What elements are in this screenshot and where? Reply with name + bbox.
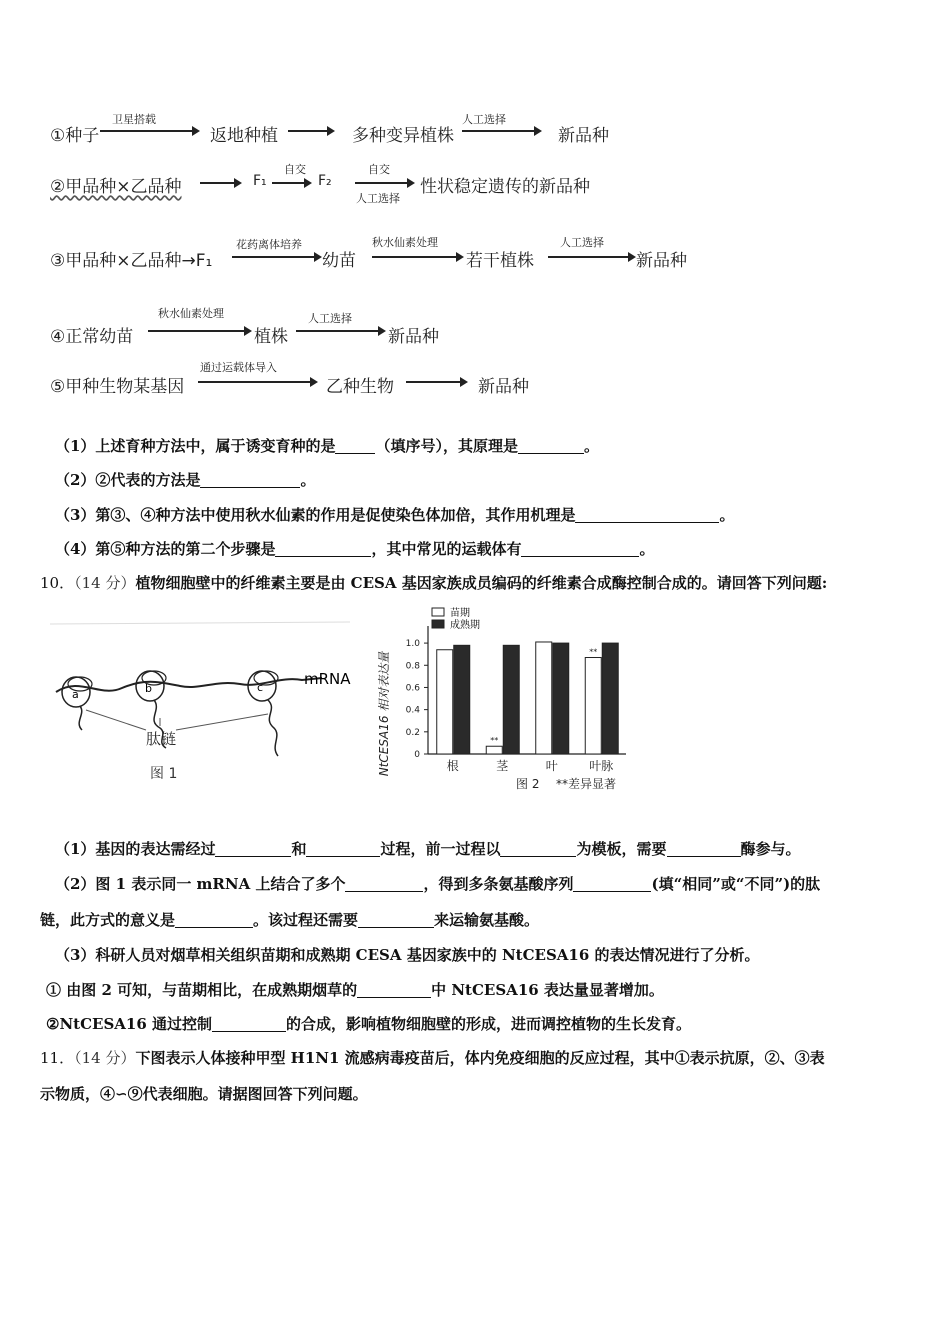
answer-blank[interactable] [667, 842, 741, 857]
x-category-label: 根 [446, 759, 459, 773]
answer-blank[interactable] [357, 983, 431, 998]
bar-mature [503, 645, 519, 754]
row5-start: ⑤甲种生物某基因 [50, 377, 185, 397]
row2-label2a: 自交 [368, 163, 390, 176]
arrow-icon [200, 182, 240, 184]
q10-part2: （2）图 1 表示同一 mRNA 上结合了多个 ，得到多条氨基酸序列 (填“相同”或“不同”)的肽 [55, 875, 821, 893]
answer-blank[interactable] [500, 842, 576, 857]
q10-part1: （1）基因的表达需经过 和 过程，前一过程以 为模板，需要 酶参与。 [55, 840, 801, 858]
svg-text:图 1: 图 1 [150, 766, 178, 782]
row5-label1: 通过运载体导入 [200, 361, 277, 374]
y-tick-label: 0.8 [405, 661, 420, 672]
q9-part2: （2）②代表的方法是 。 [55, 471, 316, 489]
row1-label2: 人工选择 [462, 113, 506, 126]
q9-part4: （4）第⑤种方法的第二个步骤是 ，其中常见的运载体有 。 [55, 540, 655, 558]
figure1-polysome [50, 618, 360, 788]
row2-end: 性状稳定遗传的新品种 [420, 177, 590, 197]
row3-end: 新品种 [636, 251, 687, 271]
arrow-icon [198, 381, 316, 383]
answer-blank[interactable] [215, 842, 291, 857]
row5-end: 新品种 [478, 377, 529, 397]
q10-part2-cont: 链，此方式的意义是 。该过程还需要 来运输氨基酸。 [40, 911, 540, 929]
row3-start: ③甲品种×乙品种→F₁ [50, 251, 213, 271]
answer-blank[interactable] [175, 913, 253, 928]
arrow-icon [355, 182, 413, 184]
bar-mature [454, 645, 470, 754]
answer-blank[interactable] [200, 473, 300, 488]
significance-mark: ** [490, 736, 499, 746]
row3-mid1: 幼苗 [322, 251, 356, 271]
legend-seedling: 苗期 [450, 608, 470, 619]
row1-label1: 卫星搭载 [112, 113, 156, 126]
y-tick-label: 0.2 [405, 727, 420, 738]
svg-text:mRNA: mRNA [304, 670, 351, 688]
row1-end: 新品种 [558, 126, 609, 146]
q11-stem-line2: 示物质，④∽⑨代表细胞。请据图回答下列问题。 [40, 1085, 368, 1103]
row5-mid1: 乙种生物 [326, 377, 394, 397]
arrow-icon [548, 256, 634, 258]
chart-note: **差异显著 [556, 777, 617, 791]
answer-blank[interactable] [212, 1017, 286, 1032]
arrow-icon [462, 130, 540, 132]
svg-text:b: b [145, 682, 152, 695]
legend-swatch-mature [432, 620, 444, 628]
arrow-icon [372, 256, 462, 258]
row1-mid2: 多种变异植株 [352, 126, 454, 146]
x-category-label: 叶 [545, 759, 558, 773]
row1-mid1: 返地种植 [210, 126, 278, 146]
row1-start: ①种子 [50, 126, 100, 146]
row4-label1: 秋水仙素处理 [158, 307, 224, 320]
svg-text:a: a [72, 688, 79, 701]
row2-f2: F₂ [318, 173, 332, 189]
row2-label2b: 人工选择 [356, 192, 400, 205]
row4-end: 新品种 [388, 327, 439, 347]
bar-mature [602, 643, 618, 754]
y-tick-label: 0 [414, 750, 420, 760]
row3-label2: 秋水仙素处理 [372, 236, 438, 249]
bar-seedling [585, 658, 601, 754]
bar-seedling [437, 650, 453, 754]
row2-start: ②甲品种×乙品种 [50, 177, 182, 197]
answer-blank[interactable] [575, 508, 719, 523]
q10-part3-sub2: ②NtCESA16 通过控制 的合成，影响植物细胞壁的形成，进而调控植物的生长发育。 [46, 1015, 692, 1033]
bar-mature [553, 643, 569, 754]
bar-seedling [536, 642, 552, 754]
row2-label1: 自交 [284, 163, 306, 176]
answer-blank[interactable] [335, 439, 375, 454]
answer-blank[interactable] [573, 877, 651, 892]
answer-blank[interactable] [518, 439, 584, 454]
figure2-bar-chart [370, 604, 670, 804]
row4-mid1: 植株 [254, 327, 288, 347]
y-tick-label: 0.6 [405, 683, 420, 694]
answer-blank[interactable] [345, 877, 423, 892]
x-category-label: 叶脉 [589, 759, 614, 773]
answer-blank[interactable] [358, 913, 434, 928]
legend-mature: 成熟期 [450, 620, 480, 631]
legend-swatch-seedling [432, 608, 444, 616]
answer-blank[interactable] [521, 542, 639, 557]
arrow-icon [232, 256, 320, 258]
arrow-icon [272, 182, 310, 184]
row4-start: ④正常幼苗 [50, 327, 134, 347]
q9-part3: （3）第③、④种方法中使用秋水仙素的作用是促使染色体加倍，其作用机理是 。 [55, 506, 735, 524]
arrow-icon [100, 130, 198, 132]
svg-text:肽链: 肽链 [146, 730, 177, 748]
y-tick-label: 1.0 [405, 639, 420, 650]
x-category-label: 茎 [496, 759, 509, 773]
bar-seedling [486, 746, 502, 754]
row3-mid2: 若干植株 [466, 251, 534, 271]
svg-text:c: c [257, 681, 264, 694]
significance-mark: ** [589, 647, 598, 657]
row3-label1: 花药离体培养 [236, 238, 302, 251]
y-tick-label: 0.4 [405, 705, 420, 716]
answer-blank[interactable] [306, 842, 380, 857]
y-axis-label: NtCESA16 相对表达量 [377, 651, 391, 777]
q10-stem: 10．（14 分）植物细胞壁中的纤维素主要是由 CESA 基因家族成员编码的纤维素合成酶控制合成的。请回答下列问题: [40, 574, 828, 592]
chart-title: 图 2 [516, 777, 540, 791]
row3-label3: 人工选择 [560, 236, 604, 249]
q10-part3: （3）科研人员对烟草相关组织苗期和成熟期 CESA 基因家族中的 NtCESA16 的表达情况进行了分析。 [55, 946, 760, 964]
row4-label2: 人工选择 [308, 312, 352, 325]
answer-blank[interactable] [275, 542, 371, 557]
arrow-icon [288, 130, 333, 132]
q10-part3-sub1: ① 由图 2 可知，与苗期相比，在成熟期烟草的 中 NtCESA16 表达量显著增加。 [46, 981, 664, 999]
arrow-icon [148, 330, 250, 332]
row2-f1: F₁ [253, 173, 267, 189]
arrow-icon [296, 330, 384, 332]
q9-part1: （1）上述育种方法中，属于诱变育种的是 （填序号），其原理是 。 [55, 437, 599, 455]
arrow-icon [406, 381, 466, 383]
q11-stem-line1: 11．（14 分）下图表示人体接种甲型 H1N1 流感病毒疫苗后，体内免疫细胞的反应过程，其中①表示抗原，②、③表 [40, 1049, 825, 1067]
